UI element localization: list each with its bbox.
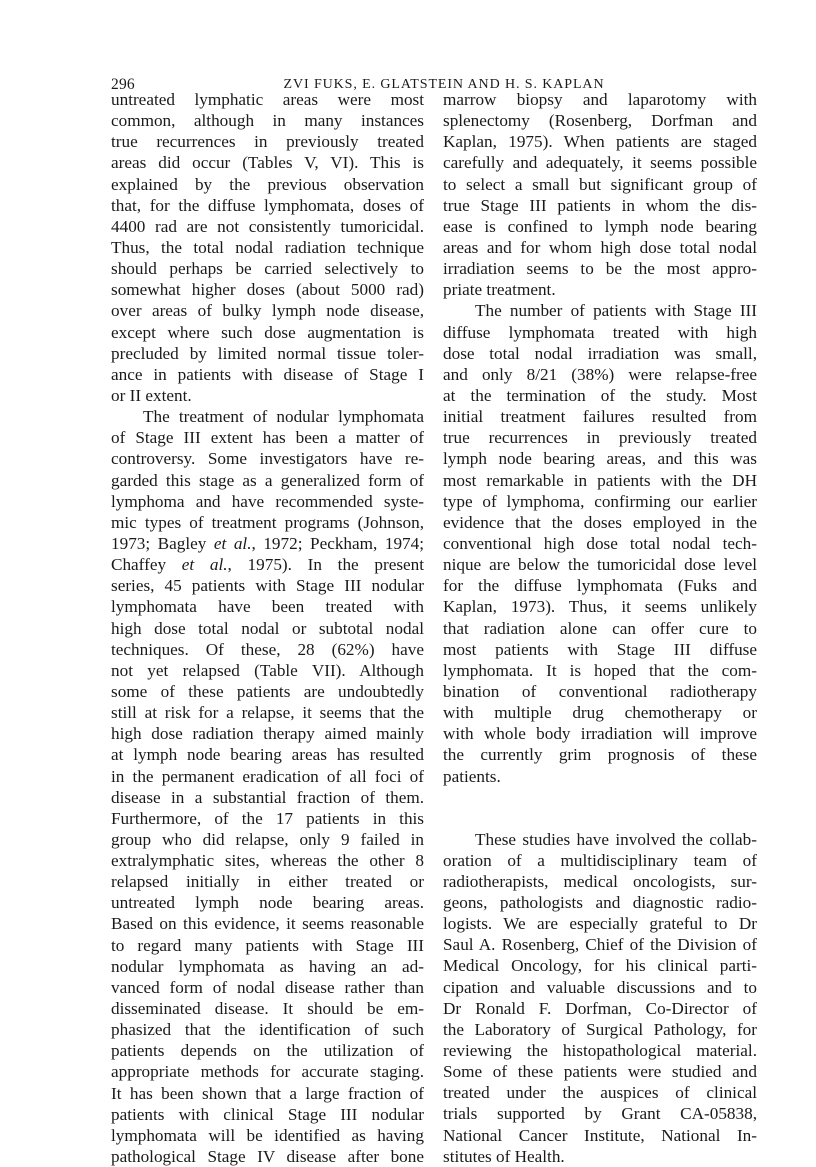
text-line: lymphomata. It is hoped that the com- <box>443 660 757 680</box>
italic-text: et al. <box>181 555 228 575</box>
text-line: true recurrences in previously treated <box>111 132 424 152</box>
text-line: common, although in many instances <box>111 111 424 131</box>
text-line: disseminated disease. It should be em- <box>111 999 424 1019</box>
text-line: radiotherapists, medical oncologists, sur- <box>443 871 757 891</box>
page-number: 296 <box>111 76 135 93</box>
text-line: geons, pathologists and diagnostic radio- <box>443 893 757 913</box>
text-line: Kaplan, 1975). When patients are staged <box>443 132 757 152</box>
text-line: true Stage III patients in whom the dis- <box>443 195 757 215</box>
text-line: Dr Ronald F. Dorfman, Co-Director of <box>443 998 757 1018</box>
text-line: most patients with Stage III diffuse <box>443 639 757 659</box>
text-line: at the termination of the study. Most <box>443 385 757 405</box>
text-line: National Cancer Institute, National In- <box>443 1125 757 1145</box>
text-line: mic types of treatment programs (Johnson, <box>111 512 424 532</box>
text-line: somewhat higher doses (about 5000 rad) <box>111 280 424 300</box>
text-line: high dose radiation therapy aimed mainly <box>111 724 424 744</box>
text-line: for the diffuse lymphomata (Fuks and <box>443 576 757 596</box>
text-line: Furthermore, of the 17 patients in this <box>111 808 424 828</box>
text-line: ance in patients with disease of Stage I <box>111 364 424 384</box>
text-line: stitutes of Health. <box>443 1146 565 1166</box>
text-line: Thus, the total nodal radiation technique <box>111 237 424 257</box>
text-line: with whole body irradiation will improve <box>443 724 757 744</box>
text-line: Chaffey et al., 1975). In the present <box>111 555 425 575</box>
paragraph <box>443 89 757 300</box>
text-line: lymphomata have been treated with <box>111 597 424 617</box>
text-line: and only 8/21 (38%) were relapse-free <box>443 364 757 384</box>
text-line: Some of these patients were studied and <box>443 1062 757 1082</box>
text-line: ease is confined to lymph node bearing <box>443 216 757 236</box>
text-line: to regard many patients with Stage III <box>111 935 424 955</box>
text-line: some of these patients are undoubtedly <box>111 681 424 701</box>
text-line: splenectomy (Rosenberg, Dorfman and <box>443 111 757 131</box>
text-line: 4400 rad are not consistently tumoricidal. <box>111 216 424 236</box>
text-line: or II extent. <box>111 385 192 405</box>
text-line: oration of a multidisciplinary team of <box>443 850 757 870</box>
text-line: priate treatment. <box>443 280 556 300</box>
text-line: Kaplan, 1973). Thus, it seems unlikely <box>443 597 757 617</box>
running-head: ZVI FUKS, E. GLATSTEIN AND H. S. KAPLAN <box>283 77 605 92</box>
text-line: explained by the previous observation <box>111 174 424 194</box>
acknowledgement-paragraph <box>443 829 757 1167</box>
text-line: 1973; Bagley et al., 1972; Peckham, 1974; <box>111 533 424 553</box>
text-line: most remarkable in patients with the DH <box>443 470 757 490</box>
text-line: over areas of bulky lymph node disease, <box>111 301 424 321</box>
text-line: logists. We are especially grateful to Dr <box>443 914 757 934</box>
text-line: bination of conventional radiotherapy <box>443 681 757 701</box>
text-line: diffuse lymphomata treated with high <box>443 322 757 342</box>
text-line: vanced form of nodal disease rather than <box>111 977 424 997</box>
section-gap <box>443 787 757 829</box>
text-line: reviewing the histopathological material. <box>443 1041 757 1061</box>
text-line: not yet relapsed (Table VII). Although <box>111 660 424 680</box>
text-line: The treatment of nodular lymphomata <box>143 407 424 427</box>
text-line: nique are below the tumoricidal dose level <box>443 555 757 575</box>
text-line: untreated lymph node bearing areas. <box>111 893 424 913</box>
text-line: cipation and valuable discussions and to <box>443 977 757 997</box>
text-line: patients depends on the utilization of <box>111 1041 424 1061</box>
text-line: Saul A. Rosenberg, Chief of the Division of <box>443 935 757 955</box>
left-column <box>111 89 424 1167</box>
text-line: patients. <box>443 766 501 786</box>
text-line: It has been shown that a large fraction of <box>111 1083 424 1103</box>
text-line: appropriate methods for accurate staging. <box>111 1062 424 1082</box>
text-line: phasized that the identification of such <box>111 1020 424 1040</box>
text-line: at lymph node bearing areas has resulted <box>111 745 424 765</box>
text-line: relapsed initially in either treated or <box>111 872 424 892</box>
text-line: areas did occur (Tables V, VI). This is <box>111 153 424 173</box>
text-line: extralymphatic sites, whereas the other 8 <box>111 851 424 871</box>
text-line: high dose total nodal or subtotal nodal <box>111 618 424 638</box>
paragraph <box>443 300 757 786</box>
text-line: untreated lymphatic areas were most <box>111 90 424 109</box>
text-line: true recurrences in previously treated <box>443 428 757 448</box>
text-line: Medical Oncology, for his clinical parti- <box>443 956 757 976</box>
text-line: These studies have involved the collab- <box>475 829 757 849</box>
text-line: initial treatment failures resulted from <box>443 407 757 427</box>
text-line: of Stage III extent has been a matter of <box>111 428 424 448</box>
text-line: marrow biopsy and laparotomy with <box>443 90 757 109</box>
text-line: trials supported by Grant CA-05838, <box>443 1104 757 1124</box>
text-line: still at risk for a relapse, it seems that the <box>111 703 424 723</box>
text-line: type of lymphoma, confirming our earlier <box>443 491 757 511</box>
text-line: precluded by limited normal tissue toler- <box>111 343 424 363</box>
text-line: disease in a substantial fraction of them. <box>111 787 424 807</box>
text-line: Based on this evidence, it seems reasonable <box>111 914 424 934</box>
text-line: group who did relapse, only 9 failed in <box>111 829 424 849</box>
text-line: to select a small but significant group of <box>443 174 757 194</box>
text-line: dose total nodal irradiation was small, <box>443 343 757 363</box>
text-line: evidence that the doses employed in the <box>443 512 757 532</box>
text-line: techniques. Of these, 28 (62%) have <box>111 639 424 659</box>
text-line: that, for the diffuse lymphomata, doses of <box>111 195 424 215</box>
text-line: lymph node bearing areas, and this was <box>443 449 757 469</box>
text-line: patients with clinical Stage III nodular <box>111 1104 424 1124</box>
text-line: except where such dose augmentation is <box>111 322 424 342</box>
text-line: the currently grim prognosis of these <box>443 745 757 765</box>
text-line: with multiple drug chemotherapy or <box>443 703 757 723</box>
text-line: treated under the auspices of clinical <box>443 1083 757 1103</box>
text-line: the Laboratory of Surgical Pathology, for <box>443 1019 757 1039</box>
text-line: should perhaps be carried selectively to <box>111 259 424 279</box>
text-line: garded this stage as a generalized form of <box>111 470 424 490</box>
text-line: lymphoma and have recommended syste- <box>111 491 424 511</box>
text-line: series, 45 patients with Stage III nodular <box>111 576 424 596</box>
text-line: in the permanent eradication of all foci of <box>111 766 424 786</box>
right-column <box>443 89 757 1167</box>
italic-text: et al. <box>213 533 252 553</box>
text-line: conventional high dose total nodal tech- <box>443 533 757 553</box>
text-line: nodular lymphomata as having an ad- <box>111 956 424 976</box>
text-line: lymphomata will be identified as having <box>111 1125 424 1145</box>
text-line: controversy. Some investigators have re- <box>111 449 424 469</box>
text-line: carefully and adequately, it seems possible <box>443 153 757 173</box>
text-line: irradiation seems to be the most appro- <box>443 259 757 279</box>
text-line: that radiation alone can offer cure to <box>443 618 757 638</box>
text-line: The number of patients with Stage III <box>475 301 757 321</box>
text-line: pathological Stage IV disease after bone <box>111 1147 424 1167</box>
text-line: areas and for whom high dose total nodal <box>443 237 757 257</box>
